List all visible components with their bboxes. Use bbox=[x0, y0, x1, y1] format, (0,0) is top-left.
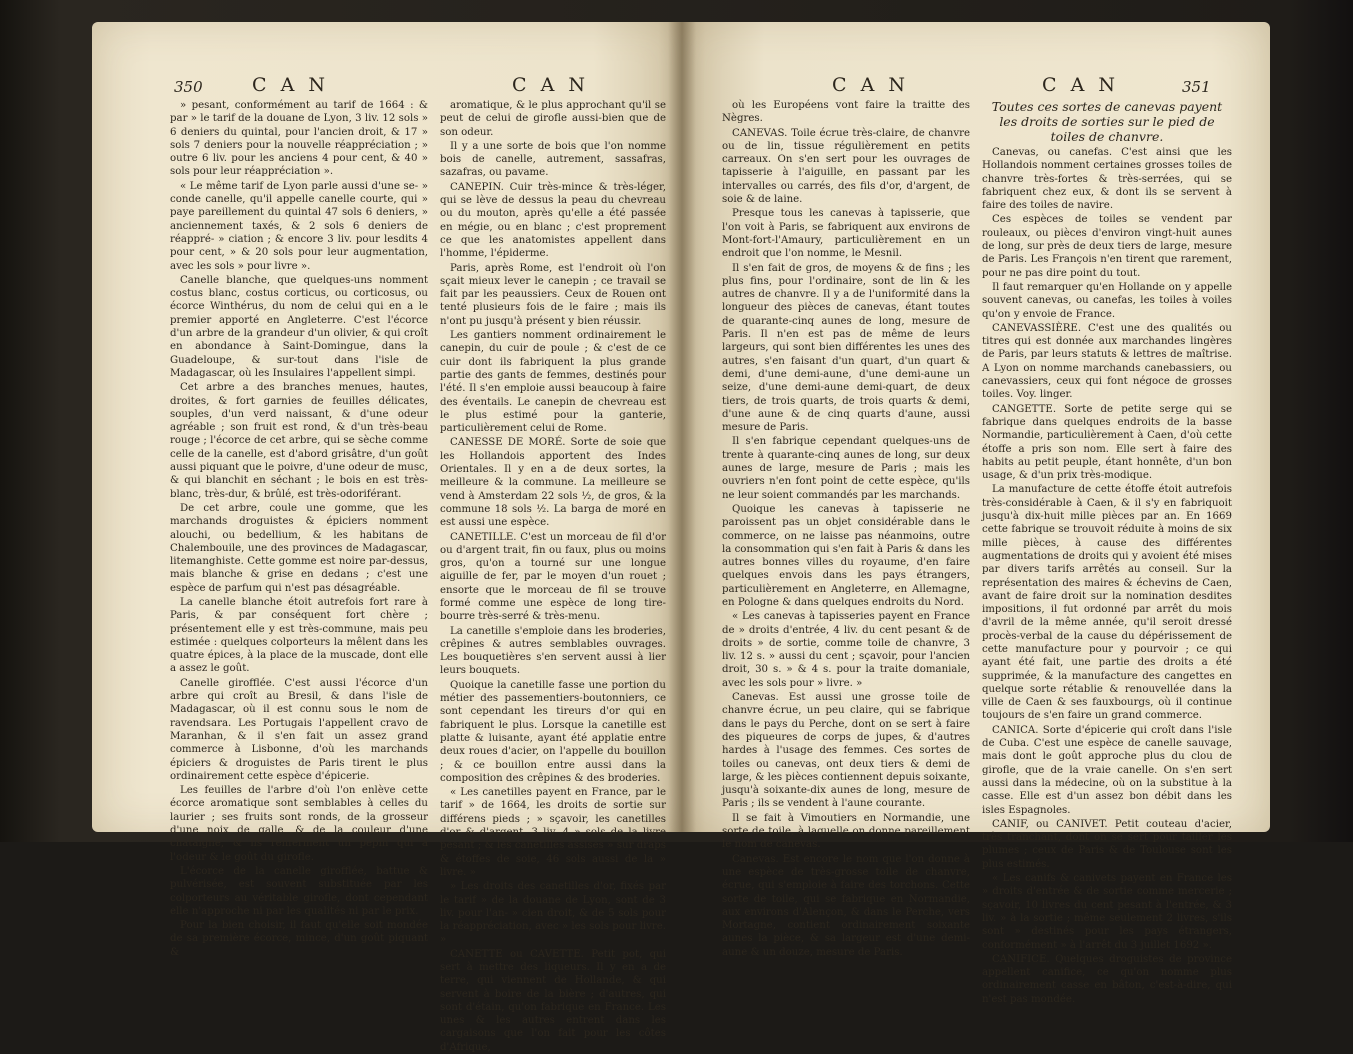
paragraph: Canevas. Est aussi une grosse toile de chanvre écrue, un peu claire, qui se fabrique dans le pays du Perche, dont on se sert à faire des piqueures de corps de jupes, & d'autres hardes à l'usage des femmes. Ces sortes de toiles ou canevas, ont deux tiers & demi de large, & les pièces contiennent depuis soixante, jusqu'à soixante-dix aunes de long, mesure de Paris ; ils se vendent à l'aune courante. bbox=[722, 692, 970, 810]
paragraph: Canelle blanche, que quelques-uns nomment costus blanc, costus corticus, ou corticosus, ou écorce Winthérus, du nom de celui qui en a le premier apporté en Angleterre. C'est l'écorce d'un arbre de la grandeur d'un olivier, & qui croît en abondance à Saint-Domingue, dans la Guadeloupe, & sur-tout dans l'isle de Madagascar, où les Insulaires l'appellent simpi. bbox=[170, 274, 428, 379]
page-number-right: 351 bbox=[1182, 78, 1211, 96]
running-head-left-col1: C A N bbox=[252, 74, 329, 96]
left-page-column-1 bbox=[170, 99, 428, 959]
paragraph: Pour la bien choisir, il faut qu'elle soit mondée de sa première écorce, mince, d'un goût piquant & bbox=[170, 920, 428, 958]
paragraph: Il s'en fabrique cependant quelques-uns de trente à quarante-cinq aunes de long, sur deux aunes de large, mesure de Paris ; mais les ouvriers n'en font point de cette espèce, qu'ils ne leur soient commandés par les marchands. bbox=[722, 436, 970, 501]
paragraph: Toutes ces sortes de canevas payent les droits de sorties sur le pied de toiles de chanvre. bbox=[991, 99, 1223, 144]
book-gutter bbox=[668, 22, 696, 832]
right-page-column-1 bbox=[722, 99, 970, 959]
paragraph: Paris, après Rome, est l'endroit où l'on sçait mieux lever le canepin ; ce travail se fait par les peaussiers. Ceux de Rouen ont tenté plusieurs fois de le faire ; mais ils n'ont pu jusqu'à présent y bien réussir. bbox=[440, 262, 666, 327]
running-head-right-col2: C A N bbox=[1042, 74, 1119, 96]
paragraph: CANEVAS. Toile écrue très-claire, de chanvre ou de lin, tissue régulièrement en petits carreaux. On s'en sert pour les ouvrages de tapisserie à l'aiguille, en passant par les intervalles ou carrés, des fils d'or, d'argent, de soie & de laine. bbox=[722, 127, 970, 206]
paragraph: CANESSE DE MORÉ. Sorte de soie que les Hollandois apportent des Indes Orientales. Il y en a de deux sortes, la meilleure & la commune. La meilleure se vend à Amsterdam 22 sols ½, de gros, & la commune 18 sols ½. La barga de moré en est aussi une espèce. bbox=[440, 437, 666, 529]
paragraph: CANETTE ou CAVETTE. Petit pot, qui sert à mettre des liqueurs. Il y en a de terre, qui viennent de Hollande, & qui servent à boire de la bière ; d'autres, qui sont d'étain, qu'on fabrique en France. Les unes & les autres entrent dans les cargaisons que l'on fait pour les côtes d'Afrique, bbox=[440, 948, 666, 1053]
paragraph: CANICA. Sorte d'épicerie qui croît dans l'isle de Cuba. C'est une espèce de canelle sauvage, mais dont le goût approche plus du clou de girofle, que de la vraie canelle. On s'en sert aussi dans la médecine, où on la substitue à la casse. Elle est d'un assez bon débit dans les isles Espagnoles. bbox=[982, 724, 1232, 816]
paragraph: Les feuilles de l'arbre d'où l'on enlève cette écorce aromatique sont semblables à celles du laurier ; ses fruits sont ronds, de la grosseur d'une noix de galle, & de la couleur d'une châtaigne, & ils renferment un pepin qui a l'odeur & le goût du girofle. bbox=[170, 785, 428, 863]
paragraph: » pesant, conformément au tarif de 1664 : & par » le tarif de la douane de Lyon, 3 liv. 12 sols » 6 deniers du quintal, pour l'ancien droit, & 17 » sols 7 deniers pour la nouvelle réappréciation ; » outre 6 liv. pour les anciens 4 pour cent, & 40 » sols pour leur réappréciation ». bbox=[170, 100, 428, 178]
running-head-left-col2: C A N bbox=[512, 74, 589, 96]
paragraph: Il faut remarquer qu'en Hollande on y appelle souvent canevas, ou canefas, les toiles à voiles qu'on y envoie de France. bbox=[982, 281, 1232, 320]
paragraph: « Les canifs & canivets payent en France les » droits d'entrée & de sortie comme mercerie ; sçavoir, 10 livres du cent pesant à l'entrée, & 3 liv. » à la sortie ; même seulement 2 livres, s'ils sont » destinés pour les pays étrangers, conformément » à l'arrêt du 3 juillet 1692 ». bbox=[982, 873, 1232, 951]
paragraph: Il se fait à Vimoutiers en Normandie, une sorte de toile, à laquelle on donne pareillement le nom de canevas. bbox=[722, 812, 970, 851]
paragraph: La canelle blanche étoit autrefois fort rare à Paris, & par conséquent fort chère ; présentement elle y est très-commune, mais peu estimée : quelques colporteurs la mêlent dans les quatre épices, à la place de la muscade, dont elle a assez le goût. bbox=[170, 596, 428, 675]
paragraph: Il s'en fait de gros, de moyens & de fins ; les plus fins, pour l'ordinaire, sont de lin & les autres de chanvre. Il y a de l'uniformité dans la longueur des pièces de canevas, étant toutes de quarante-cinq aunes de long, mesure de Paris. Il n'en est pas de même de leurs largeurs, qui sont bien différentes les unes des autres, s'en faisant d'un quart, d'un quart & demi, d'une demi-aune, d'une demi-aune un seize, d'une demi-aune demi-quart, de deux tiers, de trois quarts, de trois quarts & demi, d'une aune & de cinq quarts d'aune, aussi mesure de Paris. bbox=[722, 262, 970, 434]
left-page bbox=[92, 22, 682, 1053]
paragraph: De cet arbre, coule une gomme, que les marchands droguistes & épiciers nomment alouchi, ou bedellium, & les habitans de Chalembouile, une des provinces de Madagascar, litemanghiste. Cette gomme est noire par-dessus, mais blanche & grise en dedans ; c'est une espèce de parfum qui n'est pas désagréable. bbox=[170, 502, 428, 594]
paragraph: « Les canetilles payent en France, par le tarif » de 1664, les droits de sortie sur différens pieds ; » sçavoir, les canetilles d'or & d'argent, 3 liv. 4 » sols de la livre pesant ; & les canetilles assises » sur draps & étoffes de soie, 46 sols aussi de la » livre. » bbox=[440, 787, 666, 878]
paragraph: Presque tous les canevas à tapisserie, que l'on voit à Paris, se fabriquent aux environs de Mont-fort-l'Amaury, particulièrement en un endroit que l'on nomme, le Mesnil. bbox=[722, 208, 970, 260]
paragraph: La manufacture de cette étoffe étoit autrefois très-considérable à Caen, & il s'y en fabriquoit jusqu'à dix-huit mille pièces par an. En 1669 cette fabrique se trouvoit réduite à moins de six mille pièces, à cause des différentes augmentations de droits qui y avoient été mises par divers tarifs arrêtés au conseil. Sur la représentation des maires & échevins de Caen, avant de faire droit sur la nomination desdites impositions, il fut ordonné par arrêt du mois d'avril de la même année, qu'il seroit dressé procès-verbal de la cause du dépérissement de cette manufacture pour y pourvoir ; ce qui ayant été fait, une partie des droits a été supprimée, & la manufacture des cangettes en quelque sorte rétablie & renouvellée dans la ville de Caen & ses fauxbourgs, où il continue toujours de s'en faire un grand commerce. bbox=[982, 484, 1232, 722]
paragraph: Quoique la canetille fasse une portion du métier des passementiers-boutonniers, ce sont cependant les tireurs d'or qui en fabriquent le plus. Lorsque la canetille est platte & luisante, ayant été applatie entre deux roues d'acier, on l'appelle du bouillon ; & ce bouillon entre aussi dans la composition des crêpines & des broderies. bbox=[440, 679, 666, 784]
paragraph: L'écorce de la canelle girofflée, battue & pulvérisée, est souvent substituée par les colporteurs au véritable girofle, dont cependant elle n'approche ni par les qualités ni par le prix. bbox=[170, 865, 428, 917]
left-page-column-2 bbox=[440, 99, 666, 1054]
paragraph: » Les droits des canetilles d'or, fixés par le tarif » de la douane de Lyon, sont de 3 liv. pour l'an- » cien droit, & de 5 sols pour la réappréciation, avec » les sols pour livre. » bbox=[440, 881, 666, 946]
paragraph: Les gantiers nomment ordinairement le canepin, du cuir de poule ; & c'est de ce cuir dont ils fabriquent la plus grande partie des gants de femmes, destinés pour l'été. Il s'en emploie aussi beaucoup à faire des éventails. Le canepin de chevreau est le plus estimé pour la ganterie, particulièrement celui de Rome. bbox=[440, 330, 666, 435]
paragraph: CANIFICE. Quelques droguistes de province appellent canifice, ce qu'on nomme plus ordinairement casse en bâton, c'est-à-dire, qui n'est pas mondée. bbox=[982, 953, 1232, 1005]
paragraph: CANGETTE. Sorte de petite serge qui se fabrique dans quelques endroits de la basse Normandie, particulièrement à Caen, d'où cette étoffe a pris son nom. Elle sert à faire des habits au petit peuple, étant honnête, d'un bon usage, & d'un prix très-modique. bbox=[982, 403, 1232, 482]
right-page bbox=[682, 22, 1270, 1005]
right-page-column-2 bbox=[982, 99, 1232, 1006]
paragraph: Ces espèces de toiles se vendent par rouleaux, ou pièces d'environ vingt-huit aunes de long, sur près de deux tiers de large, mesure de Paris. Les François n'en tirent que rarement, pour ne pas dire point du tout. bbox=[982, 214, 1232, 279]
paragraph: Cet arbre a des branches menues, hautes, droites, & fort garnies de feuilles délicates, souples, d'un verd naissant, & d'une odeur agréable ; son fruit est rond, & d'un très-beau rouge ; l'écorce de cet arbre, qui se sèche comme celle de la canelle, est d'abord grisâtre, d'un goût aussi piquant que le poivre, d'une odeur de musc, & qui blanchit en séchant ; le bois en est très-blanc, très-dur, & brûlé, est très-odoriférant. bbox=[170, 382, 428, 500]
paragraph: où les Européens vont faire la traitte des Nègres. bbox=[722, 100, 970, 125]
paragraph: CANETILLE. C'est un morceau de fil d'or ou d'argent trait, fin ou faux, plus ou moins gros, qu'on a tourné sur une longue aiguille de fer, par le moyen d'un rouet ; ensorte que le morceau de fil se trouve formé comme une espèce de long tire-bourre très-serré & très-menu. bbox=[440, 531, 666, 623]
page-number-left: 350 bbox=[174, 78, 203, 96]
paragraph: aromatique, & le plus approchant qu'il se peut de celui de girofle aussi-bien que de son odeur. bbox=[440, 100, 666, 138]
paragraph: Il y a une sorte de bois que l'on nomme bois de canelle, autrement, sassafras, sazafras, ou pavame. bbox=[440, 140, 666, 179]
paragraph: CANEPIN. Cuir très-mince & très-léger, qui se lève de dessus la peau du chevreau ou du mouton, après qu'elle a été passée en mégie, ou en blanc ; c'est proprement ce que les anatomistes appellent dans l'homme, l'épiderme. bbox=[440, 181, 666, 260]
paragraph: La canetille s'emploie dans les broderies, crêpines & autres semblables ouvrages. Les bouquetières s'en servent aussi à lier leurs bouquets. bbox=[440, 625, 666, 677]
paragraph: CANIF, ou CANIVET. Petit couteau d'acier, très tranchant, dont on se sert pour tailler les plumes ; ceux de Paris & de Toulouse sont les plus estimés. bbox=[982, 818, 1232, 870]
paragraph: « Le même tarif de Lyon parle aussi d'une se- » conde canelle, qu'il appelle canelle courte, qui » paye pareillement du quintal 47 sols 6 deniers, » anciennement taxés, & 2 sols 6 deniers de réappré- » ciation ; & encore 3 liv. pour lesdits 4 pour cent, » & 20 sols pour leur augmentation, avec les sols » pour livre ». bbox=[170, 180, 428, 272]
paragraph: Canevas, ou canefas. C'est ainsi que les Hollandois nomment certaines grosses toiles de chanvre très-fortes & très-serrées, qui se fabriquent chez eux, & dont ils se servent à faire des toiles de navire. bbox=[982, 147, 1232, 212]
paragraph: CANEVASSIÈRE. C'est une des qualités ou titres qui est donnée aux marchandes lingères de Paris, par leurs statuts & lettres de maîtrise. A Lyon on nomme marchands canebassiers, ou canevassiers, ceux qui font négoce de grosses toiles. Voy. linger. bbox=[982, 322, 1232, 401]
paragraph: Quoique les canevas à tapisserie ne paroissent pas un objet considérable dans le commerce, on ne laisse pas néanmoins, outre la consommation qui s'en fait à Paris & dans les autres bonnes villes du royaume, d'en faire quelques envois dans les pays étrangers, particulièrement en Angleterre, en Allemagne, en Pologne & dans quelques endroits du Nord. bbox=[722, 503, 970, 608]
paragraph: Canelle girofflée. C'est aussi l'écorce d'un arbre qui croît au Bresil, & dans l'isle de Madagascar, où il est connu sous le nom de ravendsara. Les Portugais l'appellent cravo de Maranhan, & il s'en fait un assez grand commerce à Lisbonne, d'où les marchands épiciers & droguistes de Paris tirent le plus ordinairement cette espèce d'épicerie. bbox=[170, 677, 428, 782]
paragraph: « Les canevas à tapisseries payent en France de » droits d'entrée, 4 liv. du cent pesant & de droits » de sortie, comme toile de chanvre, 3 liv. 12 s. » aussi du cent ; sçavoir, pour l'ancien droit, 30 s. » & 4 s. pour la traite domaniale, avec les sols pour » livre. » bbox=[722, 611, 970, 689]
running-head-right-col1: C A N bbox=[832, 74, 909, 96]
paragraph: Canevas. Est encore le nom que l'on donne à une espèce de très-grosse toile de chanvre, écrue, qui s'emploie à faire des torchons. Cette sorte de toile, qui se fabrique en Normandie, aux environs d'Alençon, & dans le Perche, vers Mortagne, contient ordinairement soixante aunes la pièce, & sa largeur est d'une demi-aune & un douze, mesure de Paris. bbox=[722, 853, 970, 958]
